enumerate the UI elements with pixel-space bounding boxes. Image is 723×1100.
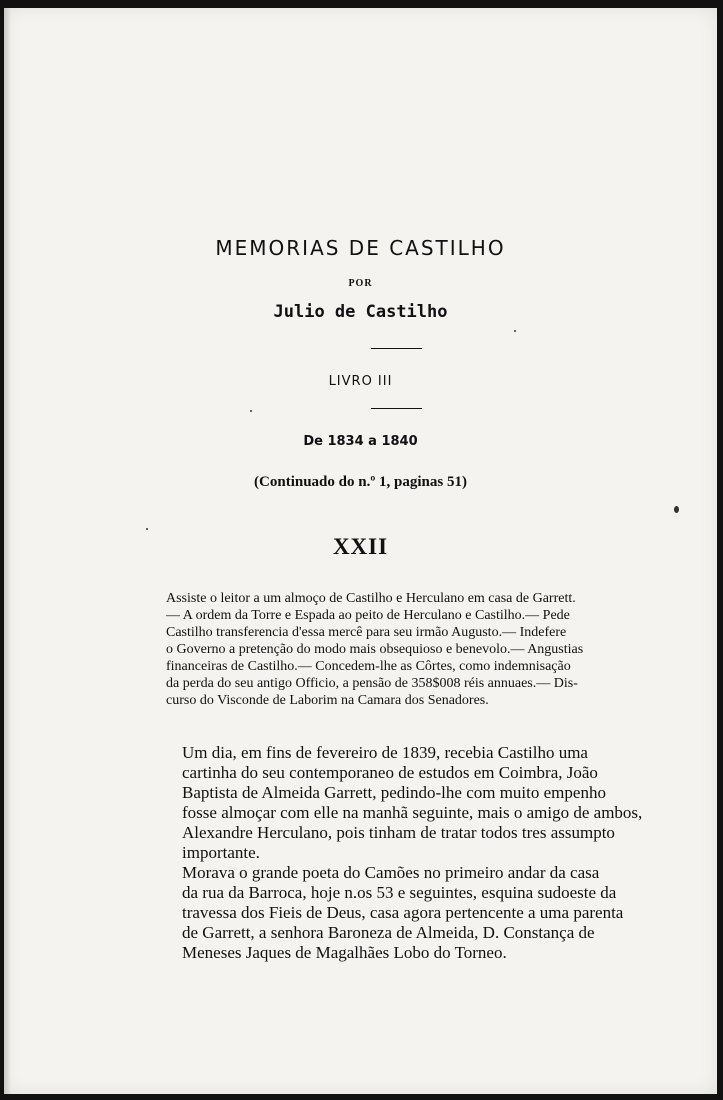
summary-line: Castilho transferencia d'essa mercê para seu irmão Augusto.— Indefere bbox=[166, 625, 567, 640]
ink-speck bbox=[674, 506, 679, 513]
body-line: Alexandre Herculano, pois tinham de tratar todos tres assumpto bbox=[182, 823, 615, 842]
body-line: cartinha do seu contemporaneo de estudos em Coimbra, João bbox=[182, 763, 598, 782]
body-text bbox=[182, 743, 643, 963]
summary-line: o Governo a pretenção do modo mais obsequioso e benevolo.— Angustias bbox=[166, 642, 584, 657]
ink-speck bbox=[514, 330, 516, 332]
summary-line: financeiras de Castilho.— Concedem-lhe as Côrtes, como indemnisação bbox=[166, 659, 571, 674]
body-line: Morava o grande poeta do Camões no primeiro andar da casa bbox=[182, 863, 600, 882]
summary-line: da perda do seu antigo Officio, a pensão de 358$008 réis annuaes.— Dis- bbox=[166, 676, 578, 691]
summary-line: Assiste o leitor a um almoço de Castilho e Herculano em casa de Garrett. bbox=[166, 591, 576, 606]
author-prefix: POR bbox=[348, 278, 373, 289]
continuation-note: (Continuado do n.º 1, paginas 51) bbox=[254, 474, 467, 490]
divider-rule bbox=[371, 408, 422, 409]
main-title: MEMORIAS DE CASTILHO bbox=[215, 236, 506, 260]
summary-line: — A ordem da Torre e Espada ao peito de Herculano e Castilho.— Pede bbox=[166, 608, 570, 623]
chapter-number: XXII bbox=[332, 534, 389, 559]
ink-speck bbox=[250, 410, 252, 412]
body-line: Baptista de Almeida Garrett, pedindo-lhe com muito empenho bbox=[182, 783, 606, 802]
year-range: De 1834 a 1840 bbox=[303, 434, 418, 449]
scanned-page bbox=[4, 8, 717, 1094]
body-line: da rua da Barroca, hoje n.os 53 e seguintes, esquina sudoeste da bbox=[182, 883, 617, 902]
ink-speck bbox=[146, 528, 148, 530]
summary-line: curso do Visconde de Laborim na Camara dos Senadores. bbox=[166, 693, 489, 708]
body-line: importante. bbox=[182, 843, 260, 862]
chapter-summary bbox=[166, 590, 642, 709]
book-number: LIVRO III bbox=[328, 374, 393, 389]
body-line: Um dia, em fins de fevereiro de 1839, recebia Castilho uma bbox=[182, 743, 588, 762]
author-name: Julio de Castilho bbox=[273, 302, 448, 322]
body-line: travessa dos Fieis de Deus, casa agora pertencente a uma parenta bbox=[182, 903, 624, 922]
divider-rule bbox=[371, 348, 422, 349]
body-line: Meneses Jaques de Magalhães Lobo do Torneo. bbox=[182, 943, 507, 962]
body-line: de Garrett, a senhora Baroneza de Almeida, D. Constança de bbox=[182, 923, 595, 942]
body-line: fosse almoçar com elle na manhã seguinte, mais o amigo de ambos, bbox=[182, 803, 643, 822]
